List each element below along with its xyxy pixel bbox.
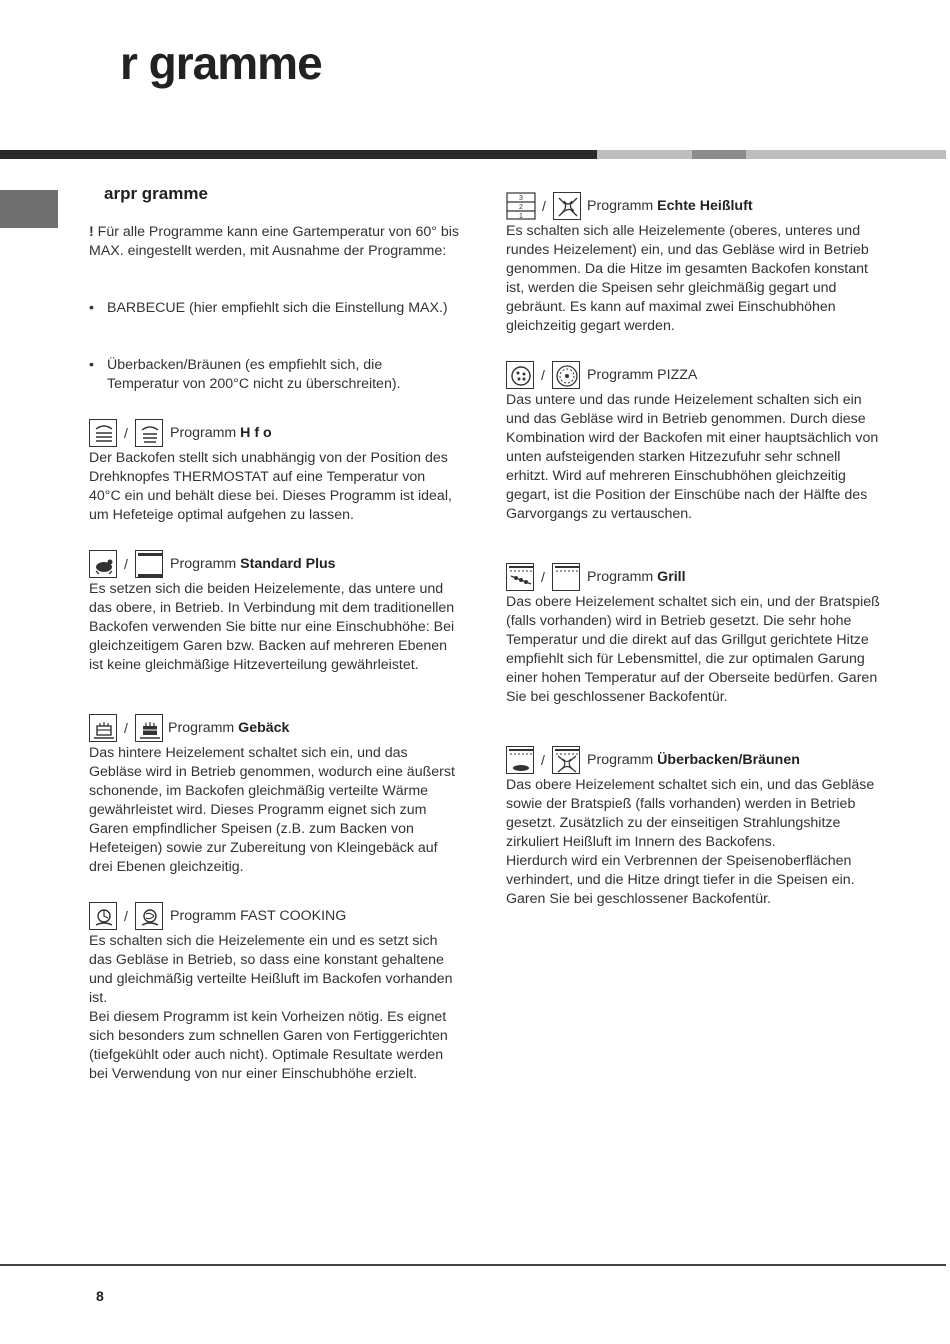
program-description: Es schalten sich die Heizelemente ein und es setzt sich das Gebläse in Betrieb, so dass eine konstant gehaltene und gleichmäßig verteilte Heißluft im Backofen vorhanden ist. Bei diesem Programm ist kein Vorheizen nötig. Es eignet sich besonders zum schnellen Garen von Fertiggerichten (tiefgekühlt oder auch nicht). Optimale Resultate werden bei Verwendung von nur einer Einschubhöhe erzielt. (89, 933, 453, 1082)
program-section (89, 419, 464, 523)
program-section (89, 714, 464, 875)
program-name: Echte Heißluft (657, 198, 753, 214)
bullet-text: Überbacken/Bräunen (es empfiehlt sich, die Temperatur von 200°C nicht zu überschreiten). (107, 357, 401, 392)
program-description: Es schalten sich alle Heizelemente (oberes, unteres und rundes Heizelement) ein, und das Gebläse wird in Betrieb genommen. Da die Hitze im gesamten Backofen konstant ist, werden die Speisen sehr gleichmäßig gegart und gebräunt. Es kann auf maximal zwei Einschubhöhen gleichzeitig gegart werden. (506, 223, 869, 334)
program-heading: / Programm Gebäck (89, 714, 464, 742)
page-title: r gramme (120, 37, 322, 89)
bullet-text: BARBECUE (hier empfiehlt sich die Einstellung MAX.) (107, 300, 448, 316)
svg-text:2: 2 (519, 204, 523, 211)
program-description: Der Backofen stellt sich unabhängig von der Position des Drehknopfes THERMOSTAT auf eine Temperatur von 40°C ein und behält diese bei. Dieses Programm ist ideal, um Hefeteige optimal aufgehen zu lassen. (89, 450, 452, 523)
bullet-dot: • (89, 300, 94, 316)
program-name: Grill (657, 569, 686, 585)
program-section (89, 550, 464, 673)
program-section (506, 192, 884, 334)
hot-air-fan-icon (553, 192, 581, 220)
program-name: Gebäck (238, 720, 290, 736)
program-heading: / Programm H f o (89, 419, 464, 447)
roast-chicken-icon (89, 550, 117, 578)
top-bottom-heat-icon (135, 550, 163, 578)
bullet-dot: • (89, 357, 94, 373)
cake-icon (89, 714, 117, 742)
program-heading: / Programm FAST COOKING (89, 902, 464, 930)
grill-fan-icon (552, 746, 580, 774)
cake-fan-icon (135, 714, 163, 742)
program-description: Das hintere Heizelement schaltet sich ein, und das Gebläse wird in Betrieb genommen, wodurch eine äußerst schonende, im Backofen gleichmäßig verteilte Wärme gewährleistet wird. Dieses Programm eignet sich zum Garen empfindlicher Speisen (z.B. zum Backen von Hefeteigen) sowie zur Zubereitung von Kleingebäck auf drei Ebenen gleichzeitig. (89, 745, 455, 875)
svg-text:1: 1 (519, 213, 523, 220)
program-heading: / Programm Grill (506, 563, 884, 591)
program-section (506, 746, 884, 907)
three-levels-icon (506, 192, 536, 220)
program-section (506, 563, 884, 705)
program-name: H f o (240, 425, 272, 441)
language-tab (0, 190, 58, 228)
program-name: Überbacken/Bräunen (657, 752, 800, 768)
program-heading: / Programm Überbacken/Bräunen (506, 746, 884, 774)
note-text: Für alle Programme kann eine Gartemperatur von 60° bis MAX. eingestellt werden, mit Ausnahme der Programme: (89, 224, 459, 259)
grill-icon (552, 563, 580, 591)
header-bar (0, 150, 946, 159)
intro-note (89, 223, 459, 261)
program-name: FAST COOKING (240, 908, 347, 924)
program-description: Das untere und das runde Heizelement schalten sich ein und das Gebläse wird in Betrieb genommen. Durch diese Kombination wird der Backofen mit einer hauptsächlich von unten aufsteigenden starken Hitzezufuhr sehr schnell erhitzt. Wird auf mehreren Einschubhöhen gleichzeitig gegart, ist die Position der Einschübe nach der Hälfte des Garvorgangs zu vertauschen. (506, 392, 879, 522)
grill-dish-icon (506, 746, 534, 774)
proofing-icon (89, 419, 117, 447)
page-number: 8 (96, 1288, 104, 1304)
note-mark: ! (89, 224, 94, 240)
pizza-fan-icon (552, 361, 580, 389)
list-item (89, 356, 459, 396)
program-description: Es setzen sich die beiden Heizelemente, das untere und das obere, in Betrieb. In Verbindung mit dem traditionellen Backofen verwenden Sie bitte nur eine Einschubhöhe: Bei gleichzeitigem Garen bzw. Backen auf mehreren Ebenen ist keine gleichmäßige Hitzeverteilung gewährleistet. (89, 581, 455, 673)
fast-cooking-fan-icon (135, 902, 163, 930)
program-description: Das obere Heizelement schaltet sich ein, und das Gebläse sowie der Bratspieß (falls vorhanden) werden in Betrieb gesetzt. Zusätzlich zu der einseitigen Strahlungshitze zirkuliert Heißluft im Innern des Backofens. Hierdurch wird ein Verbrennen der Speisenoberflächen verhindert, und die Hitze dringt tiefer in die Speisen ein. Garen Sie bei geschlossener Backofentür. (506, 777, 875, 907)
svg-text:3: 3 (519, 195, 523, 202)
program-section (89, 902, 464, 1082)
footer-divider (0, 1264, 946, 1266)
section-subtitle: arpr gramme (104, 184, 208, 203)
program-heading: / Programm PIZZA (506, 361, 884, 389)
program-heading: 3 2 1 / Programm Echte Heißluft (506, 192, 884, 220)
program-name: Standard Plus (240, 556, 336, 572)
program-heading: / Programm Standard Plus (89, 550, 464, 578)
proofing-fan-icon (135, 419, 163, 447)
program-section (506, 361, 884, 522)
pizza-icon (506, 361, 534, 389)
grill-kebab-icon (506, 563, 534, 591)
program-description: Das obere Heizelement schaltet sich ein, und der Bratspieß (falls vorhanden) wird in Betrieb gesetzt. Die sehr hohe Temperatur und die direkt auf das Grillgut gerichtete Hitze empfiehlt sich für Lebensmittel, die zur optimalen Garung einer hohen Temperatur auf der Oberseite bedürfen. Garen Sie bei geschlossener Backofentür. (506, 594, 880, 705)
fast-cooking-icon (89, 902, 117, 930)
list-item (89, 299, 459, 339)
program-name: PIZZA (657, 367, 698, 383)
